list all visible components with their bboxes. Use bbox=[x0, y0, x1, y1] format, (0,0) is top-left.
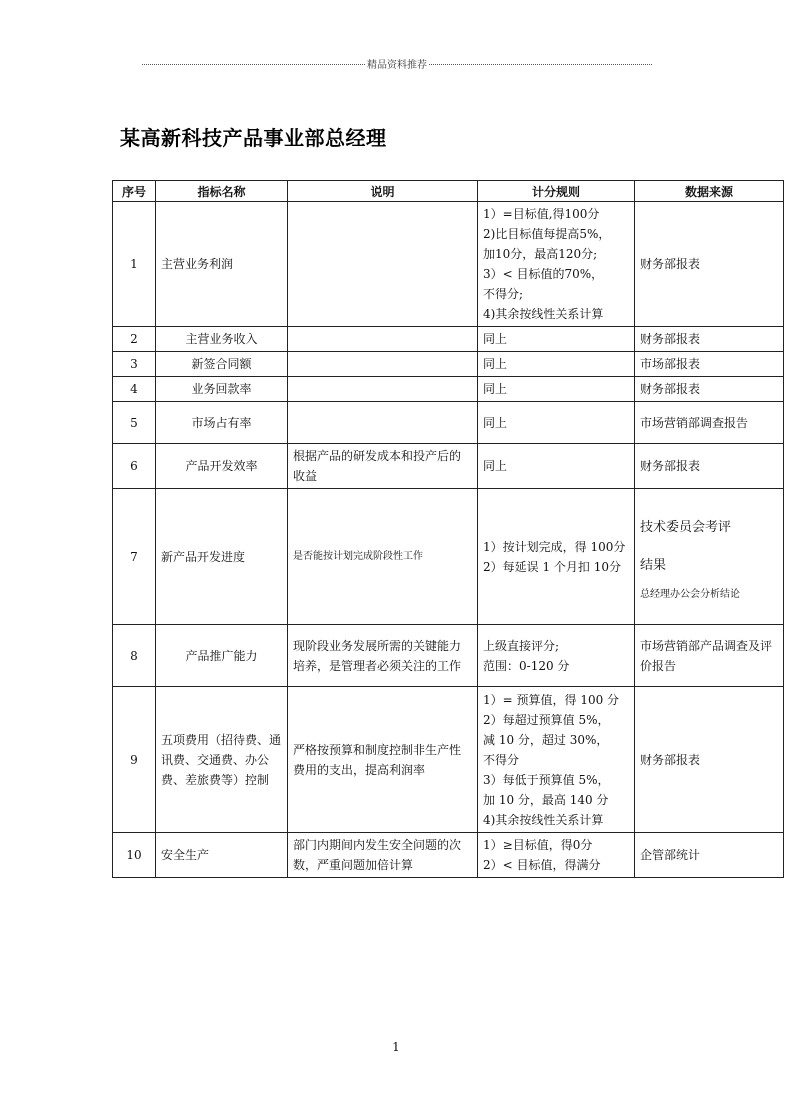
row-name: 新签合同额 bbox=[156, 352, 288, 377]
row-source: 财务部报表 bbox=[635, 377, 784, 402]
row-no: 5 bbox=[113, 402, 156, 444]
table-row bbox=[113, 833, 784, 878]
row-desc bbox=[288, 402, 478, 444]
row-rule: 同上 bbox=[478, 444, 635, 489]
row-no: 1 bbox=[113, 202, 156, 327]
row-rule: 同上 bbox=[478, 352, 635, 377]
table-row bbox=[113, 202, 784, 327]
row-no: 9 bbox=[113, 687, 156, 833]
row-rule: 同上 bbox=[478, 402, 635, 444]
row-source: 市场部报表 bbox=[635, 352, 784, 377]
table-row bbox=[113, 402, 784, 444]
row-rule: 同上 bbox=[478, 327, 635, 352]
row-desc: 是否能按计划完成阶段性工作 bbox=[288, 489, 478, 625]
table-row bbox=[113, 625, 784, 687]
table-row bbox=[113, 444, 784, 489]
table-row bbox=[113, 352, 784, 377]
row-desc bbox=[288, 352, 478, 377]
row-name: 五项费用（招待费、通讯费、交通费、办公费、差旅费等）控制 bbox=[156, 687, 288, 833]
source-sub: 总经理办公会分析结论 bbox=[640, 588, 740, 600]
row-source: 企管部统计 bbox=[635, 833, 784, 878]
row-name: 业务回款率 bbox=[156, 377, 288, 402]
table-row bbox=[113, 489, 784, 625]
row-no: 8 bbox=[113, 625, 156, 687]
page-header bbox=[142, 56, 652, 71]
row-desc: 根据产品的研发成本和投产后的收益 bbox=[288, 444, 478, 489]
table-header-row bbox=[113, 181, 784, 202]
row-no: 4 bbox=[113, 377, 156, 402]
row-name: 新产品开发进度 bbox=[156, 489, 288, 625]
row-desc: 部门内期间内发生安全问题的次数，严重问题加倍计算 bbox=[288, 833, 478, 878]
row-source: 财务部报表 bbox=[635, 444, 784, 489]
header-dots-right bbox=[429, 64, 652, 65]
row-name: 产品推广能力 bbox=[156, 625, 288, 687]
row-source: 财务部报表 bbox=[635, 687, 784, 833]
row-no: 6 bbox=[113, 444, 156, 489]
row-rule: 同上 bbox=[478, 377, 635, 402]
row-name: 主营业务收入 bbox=[156, 327, 288, 352]
row-rule: 1）按计划完成，得 100分 2）每延误 1 个月扣 10分 bbox=[478, 489, 635, 625]
header-dots-left bbox=[142, 64, 365, 65]
header-text: 精品资料推荐 bbox=[367, 60, 427, 71]
row-rule: 1）≥目标值，得0分 2）< 目标值，得满分 bbox=[478, 833, 635, 878]
row-desc: 现阶段业务发展所需的关键能力培养，是管理者必须关注的工作 bbox=[288, 625, 478, 687]
row-source: 财务部报表 bbox=[635, 327, 784, 352]
col-header-source: 数据来源 bbox=[635, 181, 784, 202]
document-title: 某高新科技产品事业部总经理 bbox=[120, 126, 387, 150]
col-header-no: 序号 bbox=[113, 181, 156, 202]
row-rule: 1）= 预算值，得 100 分 2）每超过预算值 5%， 减 10 分，超过 30%， 不得分 3）每低于预算值 5%， 加 10 分，最高 140 分 4)其余按线性关系计算 bbox=[478, 687, 635, 833]
source-main: 技术委员会考评 结果 bbox=[640, 519, 732, 573]
row-no: 10 bbox=[113, 833, 156, 878]
row-rule: 上级直接评分; 范围：0-120 分 bbox=[478, 625, 635, 687]
row-source: 财务部报表 bbox=[635, 202, 784, 327]
row-desc bbox=[288, 202, 478, 327]
row-name: 安全生产 bbox=[156, 833, 288, 878]
row-rule: 1）=目标值,得100分 2)比目标值每提高5%， 加10分，最高120分; 3）< 目标值的70%， 不得分; 4)其余按线性关系计算 bbox=[478, 202, 635, 327]
row-name: 主营业务利润 bbox=[156, 202, 288, 327]
kpi-table bbox=[112, 180, 784, 878]
row-name: 产品开发效率 bbox=[156, 444, 288, 489]
row-source: 市场营销部调查报告 bbox=[635, 402, 784, 444]
page-number: 1 bbox=[392, 1040, 400, 1054]
table-row bbox=[113, 687, 784, 833]
row-no: 3 bbox=[113, 352, 156, 377]
col-header-name: 指标名称 bbox=[156, 181, 288, 202]
table-row bbox=[113, 377, 784, 402]
row-source: 市场营销部产品调查及评价报告 bbox=[635, 625, 784, 687]
col-header-desc: 说明 bbox=[288, 181, 478, 202]
row-name: 市场占有率 bbox=[156, 402, 288, 444]
row-desc bbox=[288, 377, 478, 402]
row-no: 7 bbox=[113, 489, 156, 625]
col-header-rule: 计分规则 bbox=[478, 181, 635, 202]
row-desc bbox=[288, 327, 478, 352]
row-desc: 严格按预算和制度控制非生产性费用的支出，提高利润率 bbox=[288, 687, 478, 833]
row-source bbox=[635, 489, 784, 625]
row-no: 2 bbox=[113, 327, 156, 352]
table-row bbox=[113, 327, 784, 352]
